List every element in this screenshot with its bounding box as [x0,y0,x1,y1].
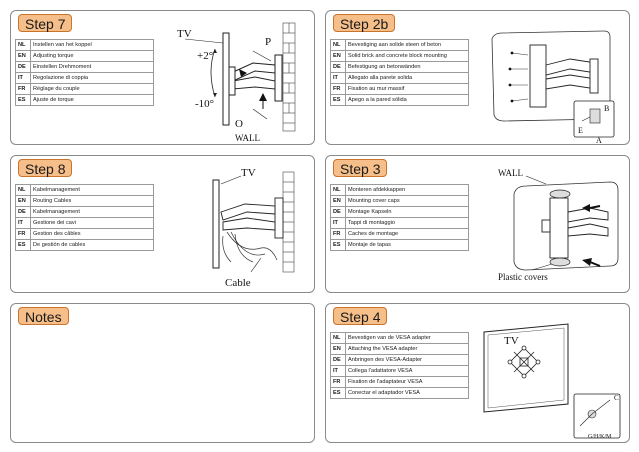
step3-cover-caps-diagram [486,162,628,290]
tv-screen [213,180,219,268]
table-row: EN Solid brick and concrete block mounting [331,51,469,62]
plus-angle-label: +2° [197,50,214,62]
a-label: A [596,136,602,145]
table-row: ES Apego a la pared sólida [331,95,469,106]
table-row: NL Kabelmanagement [16,185,154,196]
table-row: IT Gestione dei cavi [16,218,154,229]
table-row: ES Conectar el adaptador VESA [331,388,469,399]
table-row: NL Instellen van het koppel [16,40,154,51]
step2b-panel [325,10,630,145]
table-row: FR Caches de montage [331,229,469,240]
table-row: IT Collega l'adattatore VESA [331,366,469,377]
table-row: EN Adjusting torque [16,51,154,62]
g-h-k-m-label: G/H/K/M [588,434,612,440]
table-row: IT Regolazione di coppia [16,73,154,84]
step8-language-table [15,184,154,251]
tv-screen [223,33,229,125]
c-label: C [614,394,619,402]
wall-bricks [283,172,294,272]
arrow-icon [259,93,267,101]
table-row: EN Attaching the VESA adapter [331,344,469,355]
table-row: FR Fixation au mur massif [331,84,469,95]
notes-title: Notes [18,307,69,325]
table-row: DE Einstellen Drehmoment [16,62,154,73]
cables [223,232,277,262]
tv-label: TV [241,167,256,179]
cable-label: Cable [225,277,251,289]
b-label: B [604,104,610,113]
table-row: FR Gestion des câbles [16,229,154,240]
table-row: FR Réglage du couple [16,84,154,95]
table-row: DE Kabelmanagement [16,207,154,218]
step2b-wall-mount-diagram [478,17,628,143]
table-row: ES Montaje de tapas [331,240,469,251]
minus-angle-label: -10° [195,98,215,110]
table-row: ES De gestión de cables [16,240,154,251]
table-row: EN Mounting cover caps [331,196,469,207]
step8-panel [10,155,315,293]
step7-torque-diagram [171,15,311,143]
step2b-language-table [330,39,469,106]
table-row: IT Tappi di montaggio [331,218,469,229]
wall-bricks [283,23,295,131]
step7-panel [10,10,315,145]
step2b-title: Step 2b [333,14,395,32]
step8-title: Step 8 [18,159,72,177]
tv-label: TV [177,28,192,40]
step3-language-table [330,184,469,251]
mount-arm [221,198,283,238]
step3-panel [325,155,630,293]
table-row: NL Bevestiging aan solide steen of beton [331,40,469,51]
plastic-cover-top [550,190,570,198]
table-row: NL Bevestigen van de VESA adapter [331,333,469,344]
table-row: IT Allegato alla parete solida [331,73,469,84]
wall-label: WALL [498,168,523,178]
plastic-cover-bottom [550,258,570,266]
step3-title: Step 3 [333,159,387,177]
step7-language-table [15,39,154,106]
wall-label: WALL [235,133,260,143]
plastic-covers-label: Plastic covers [498,272,548,282]
o-label: O [235,118,243,130]
table-row: DE Befestigung an betonwänden [331,62,469,73]
table-row: EN Routing Cables [16,196,154,207]
mount-arm [229,55,282,101]
step4-vesa-diagram [476,318,628,442]
step4-panel [325,303,630,443]
table-row: FR Fixation de l'adaptateur VESA [331,377,469,388]
step4-language-table [330,332,469,399]
tv-label: TV [504,335,519,347]
table-row: ES Ajuste de torque [16,95,154,106]
step7-title: Step 7 [18,14,72,32]
table-row: DE Anbringen des VESA-Adapter [331,355,469,366]
p-label: P [265,36,272,48]
table-row: NL Monteren afdekkappen [331,185,469,196]
step4-title: Step 4 [333,307,387,325]
notes-panel [10,303,315,443]
table-row: DE Montage Kapseln [331,207,469,218]
step8-cable-diagram [201,162,311,290]
e-label: E [578,126,583,135]
